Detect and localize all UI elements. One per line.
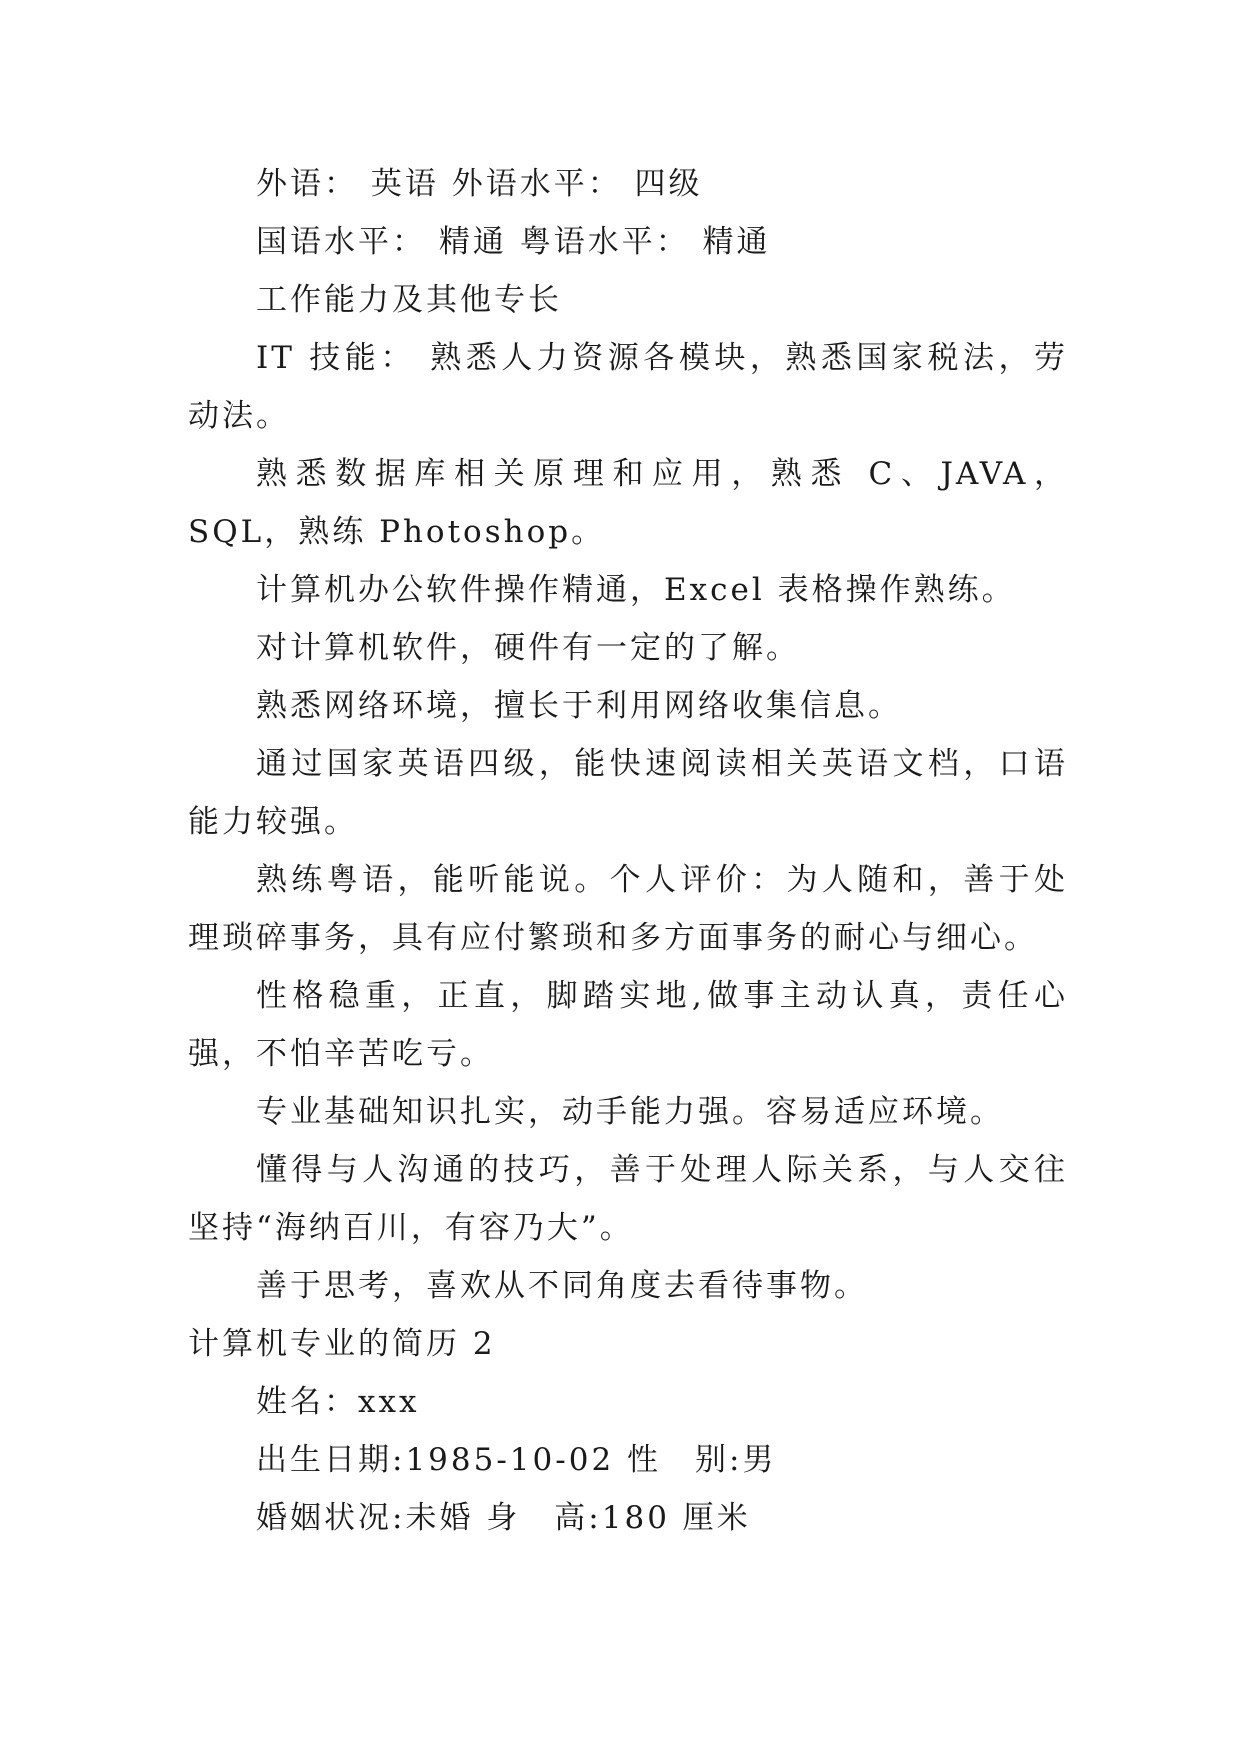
paragraph-foreign-language: 外语： 英语 外语水平： 四级	[256, 166, 703, 202]
paragraph-cantonese-evaluation: 熟练粤语，能听能说。个人评价：为人随和，善于处理琐碎事务，具有应付繁琐和多方面事务的耐心与细心。	[188, 862, 1068, 956]
paragraph-english-skills: 通过国家英语四级，能快速阅读相关英语文档，口语能力较强。	[188, 746, 1068, 840]
paragraph-database-skills: 熟悉数据库相关原理和应用，熟悉 C、JAVA，SQL，熟练 Photoshop。	[188, 456, 1068, 550]
paragraph-personality: 性格稳重，正直，脚踏实地,做事主动认真，责任心强，不怕辛苦吃亏。	[188, 978, 1068, 1072]
detail-birth-gender: 出生日期:1985-10-02 性 别:男	[256, 1442, 777, 1478]
paragraph-it-skills: IT 技能： 熟悉人力资源各模块，熟悉国家税法，劳动法。	[188, 340, 1068, 434]
detail-name: 姓名：xxx	[256, 1384, 420, 1420]
document-body	[188, 155, 1068, 1547]
paragraph-language-level: 国语水平： 精通 粤语水平： 精通	[256, 224, 771, 260]
paragraph-network-skills: 熟悉网络环境，擅长于利用网络收集信息。	[256, 688, 902, 724]
section-heading: 计算机专业的简历 2	[188, 1326, 496, 1362]
paragraph-hardware-skills: 对计算机软件，硬件有一定的了解。	[256, 630, 800, 666]
paragraph-office-skills: 计算机办公软件操作精通，Excel 表格操作熟练。	[256, 572, 1016, 608]
paragraph-communication: 懂得与人沟通的技巧，善于处理人际关系，与人交往坚持“海纳百川，有容乃大”。	[188, 1152, 1068, 1246]
paragraph-thinking: 善于思考，喜欢从不同角度去看待事物。	[256, 1268, 868, 1304]
detail-marital-height: 婚姻状况:未婚 身 高:180 厘米	[256, 1500, 751, 1536]
paragraph-professional-basics: 专业基础知识扎实，动手能力强。容易适应环境。	[256, 1094, 1004, 1130]
paragraph-skills-heading: 工作能力及其他专长	[256, 282, 562, 318]
